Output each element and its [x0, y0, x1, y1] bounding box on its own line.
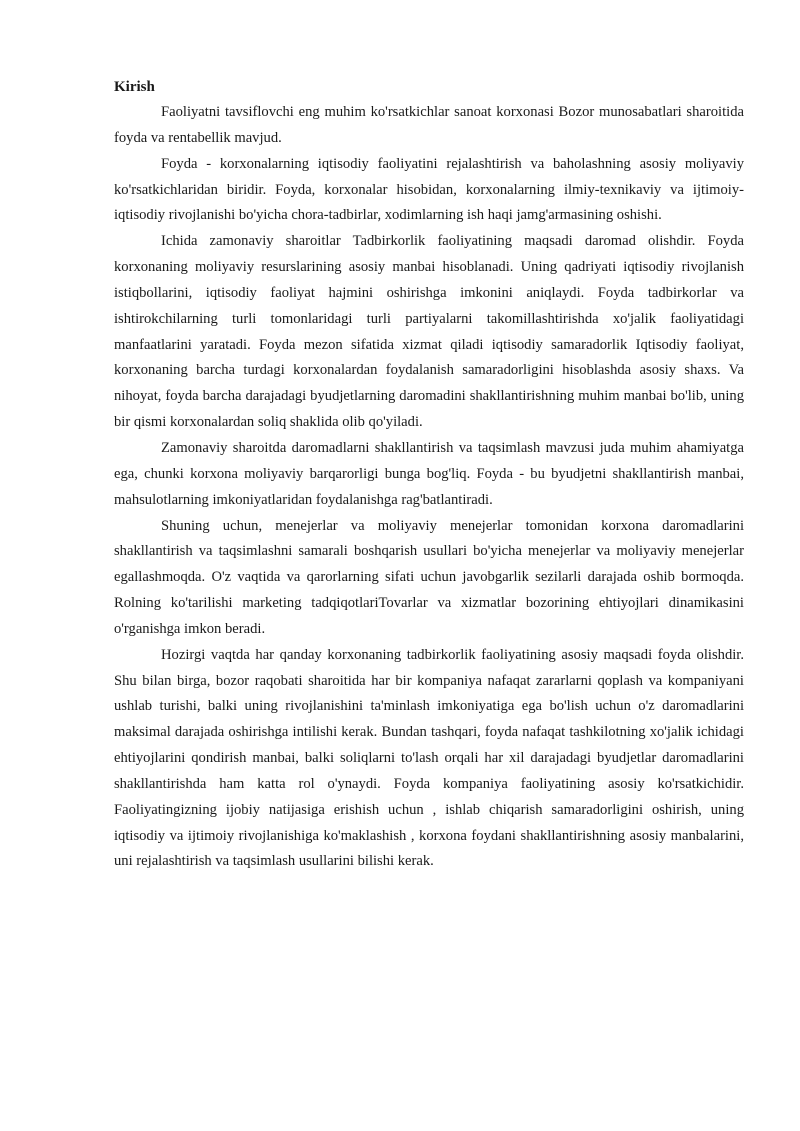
paragraph-2: Foyda - korxonalarning iqtisodiy faoliyatini rejalashtirish va baholashning asosiy moliyaviy ko'rsatkichlaridan biridir. Foyda, korxonalar hisobidan, korxonalarning ilmiy-texnikaviy va ijtimoiy-iqtisodiy rivojlanishi bo'yicha chora-tadbirlar, xodimlarning ish haqi jamg'armasining oshishi.	[114, 155, 744, 224]
paragraph-5: Shuning uchun, menejerlar va moliyaviy menejerlar tomonidan korxona daromadlarini shakllantirish va taqsimlashni samarali boshqarish usullari bo'yicha menejerlar va moliyaviy menejerlar egallashmoqda. O'z vaqtida va qarorlarning sifati uchun javobgarlik sezilarli darajada oshib bormoqda. Rolning ko'tarilishi marketing tadqiqotlariTovarlar va xizmatlar bozorining ehtiyojlari dinamikasini o'rganishga imkon beradi.	[114, 517, 744, 637]
paragraph-3: Ichida zamonaviy sharoitlar Tadbirkorlik faoliyatining maqsadi daromad olishdir. Foyda korxonaning moliyaviy resurslarining asosiy manbai hisoblanadi. Uning qadriyati iqtisodiy rivojlanish istiqbollarini, iqtisodiy faoliyat hajmini oshirishga imkonini aniqlaydi. Foyda tadbirkorlar va ishtirokchilarning turli tomonlaridagi turli partiyalarni takomillashtirishda xo'jalik faoliyatidagi manfaatlarini yaratadi. Foyda mezon sifatida xizmat qiladi iqtisodiy samaradorlik Iqtisodiy faoliyat, korxonaning barcha turdagi korxonalardan foydalanish samaradorligini hisoblashda asosiy shaxs. Va nihoyat, foyda barcha darajadagi byudjetlarning daromadini shakllantirishning muhim manbai bo'lib, uning bir qismi korxonalardan soliq shaklida olib qo'yiladi.	[114, 233, 744, 431]
section-heading: Kirish	[114, 79, 155, 95]
paragraph-6: Hozirgi vaqtda har qanday korxonaning tadbirkorlik faoliyatining asosiy maqsadi foyda olishdir. Shu bilan birga, bozor raqobati sharoitida har bir kompaniya nafaqat zararlarni qoplash va kompaniyani ushlab turishi, balki uning rivojlanishini ta'minlash imkoniyatiga ega bo'lish uchun o'z daromadlarini maksimal darajada oshirishga intilishi kerak. Bundan tashqari, foyda nafaqat tashkilotning xo'jalik ichidagi ehtiyojlarini qondirish manbai, balki soliqlarni to'lash orqali har xil darajadagi byudjetlar daromadlarini shakllantirishda ham katta rol o'ynaydi. Foyda kompaniya faoliyatining asosiy ko'rsatkichidir. Faoliyatingizning ijobiy natijasiga erishish uchun , ishlab chiqarish samaradorligini oshirish, uning iqtisodiy va ijtimoiy rivojlanishiga ko'maklashish , korxona foydani shakllantirishning asosiy manbalarini, uni rejalashtirish va taqsimlash usullarini bilishi kerak.	[114, 646, 744, 870]
paragraph-4: Zamonaviy sharoitda daromadlarni shakllantirish va taqsimlash mavzusi juda muhim ahamiyatga ega, chunki korxona moliyaviy barqarorligi bunga bog'liq. Foyda - bu byudjetni shakllantirish manbai, mahsulotlarning imkoniyatlaridan foydalanishga rag'batlantiradi.	[114, 439, 744, 508]
paragraph-1: Faoliyatni tavsiflovchi eng muhim ko'rsatkichlar sanoat korxonasi Bozor munosabatlari sharoitida foyda va rentabellik mavjud.	[114, 104, 744, 146]
